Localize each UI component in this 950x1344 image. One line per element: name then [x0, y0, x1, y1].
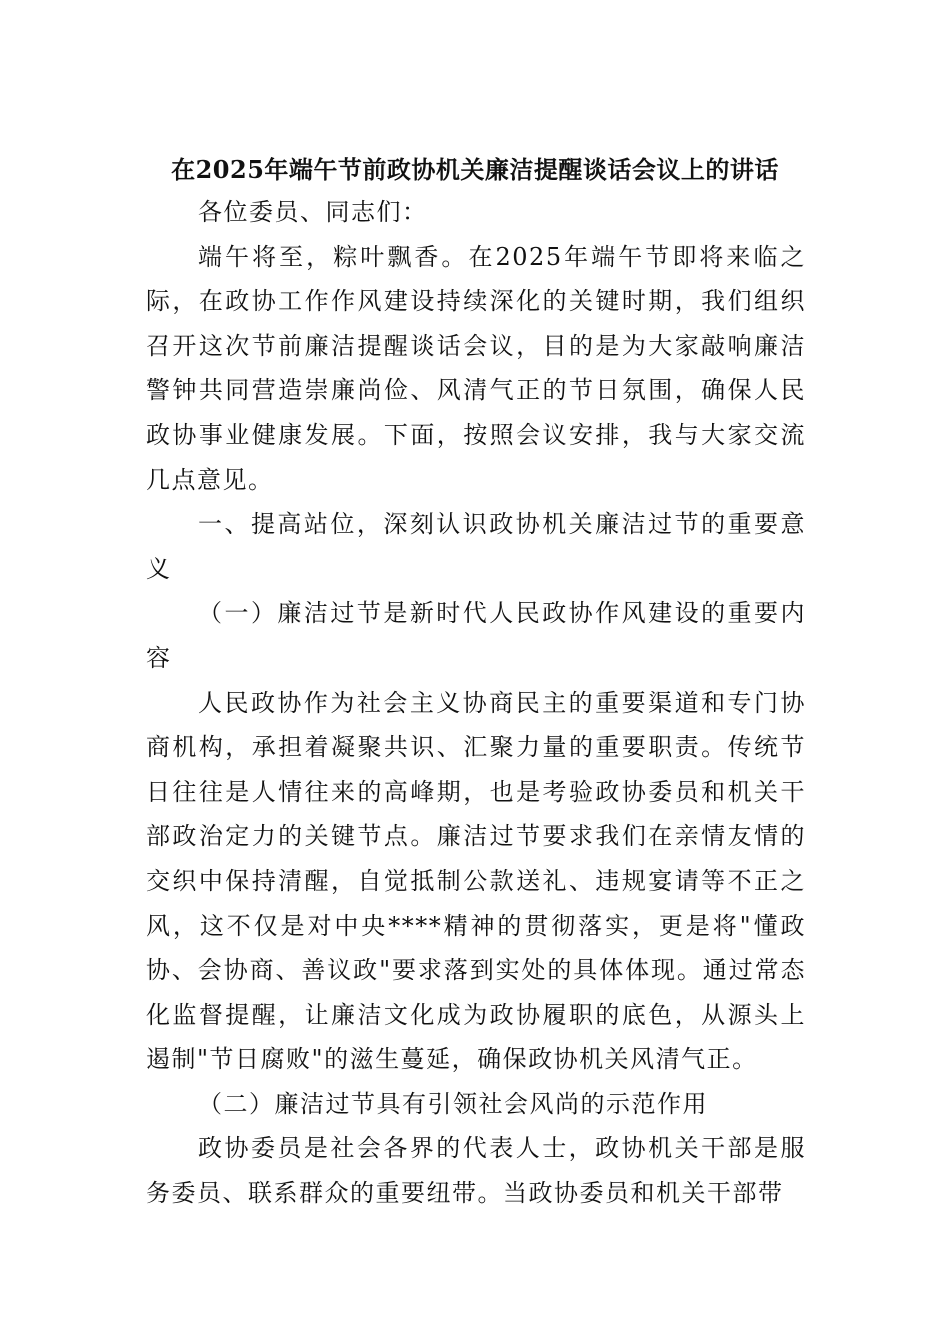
- subsection-heading-1-2: （二）廉洁过节具有引领社会风尚的示范作用: [198, 1089, 708, 1118]
- section-heading-1: 一、提高站位，深刻认识政协机关廉洁过节的重要意义: [146, 510, 806, 583]
- body-paragraph-1-2: 政协委员是社会各界的代表人士，政协机关干部是服务委员、联系群众的重要纽带。当政协委员和机关干部带: [146, 1134, 806, 1208]
- body-paragraph-1-1: 人民政协作为社会主义协商民主的重要渠道和专门协商机构，承担着凝聚共识、汇聚力量的重要职责。传统节日往往是人情往来的高峰期，也是考验政协委员和机关干部政治定力的关键节点。廉洁过节要求我们在亲情友情的交织中保持清醒，自觉抵制公款送礼、违规宴请等不正之风，这不仅是对中央****精神的贯彻落实，更是将"懂政协、会协商、善议政"要求落到实处的具体体现。通过常态化监督提醒，让廉洁文化成为政协履职的底色，从源头上遏制"节日腐败"的滋生蔓延，确保政协机关风清气正。: [146, 688, 806, 1074]
- document-body: [146, 190, 806, 1216]
- salutation: 各位委员、同志们：: [198, 198, 428, 226]
- subsection-heading-1-1: （一）廉洁过节是新时代人民政协作风建设的重要内容: [146, 599, 806, 672]
- document-title: 在2025年端午节前政协机关廉洁提醒谈话会议上的讲话: [171, 155, 779, 184]
- intro-paragraph: 端午将至，粽叶飘香。在2025年端午节即将来临之际，在政协工作作风建设持续深化的关键时期，我们组织召开这次节前廉洁提醒谈话会议，目的是为大家敲响廉洁警钟共同营造崇廉尚俭、风清气正的节日氛围，确保人民政协事业健康发展。下面，按照会议安排，我与大家交流几点意见。: [146, 242, 806, 494]
